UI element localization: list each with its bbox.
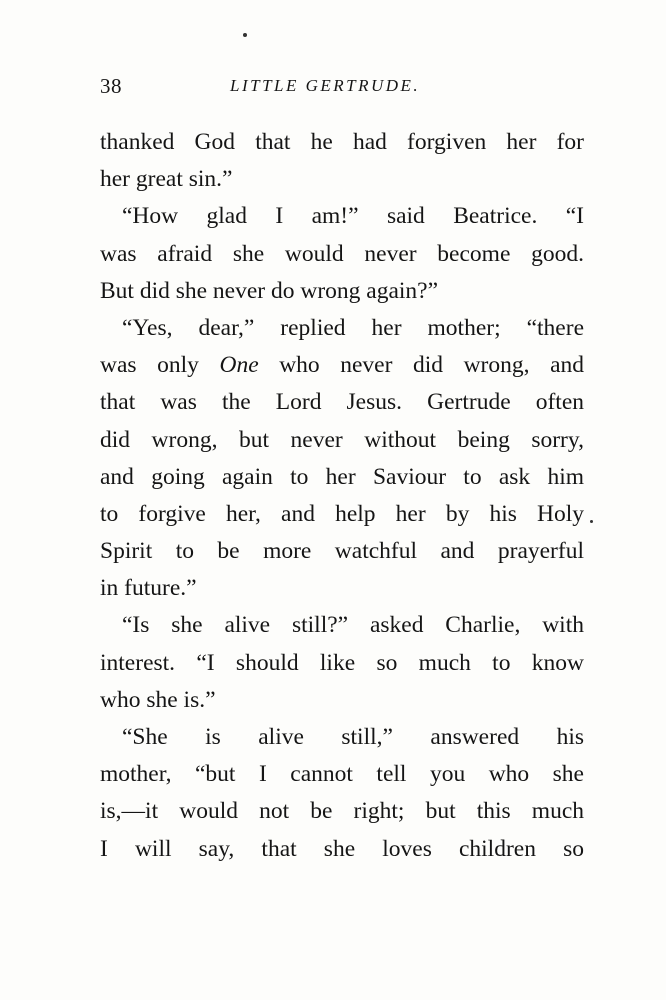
text-line: is,—it would not be right; but this much — [100, 798, 584, 825]
text-line: who she is.” — [100, 686, 216, 713]
text-line: and going again to her Saviour to ask him — [100, 463, 584, 490]
text-line: Spirit to be more watchful and prayerful — [100, 538, 584, 565]
text-segment: was only — [100, 352, 220, 379]
text-line: mother, “but I cannot tell you who she — [100, 761, 584, 788]
text-line: was afraid she would never become good. — [100, 240, 584, 267]
text-line: I will say, that she loves children so — [100, 835, 584, 862]
text-line — [100, 347, 584, 384]
text-line: did wrong, but never without being sorry, — [100, 426, 584, 453]
text-line: that was the Lord Jesus. Gertrude often — [100, 389, 584, 416]
text-line: “Yes, dear,” replied her mother; “there — [122, 314, 584, 341]
text-line: interest. “I should like so much to know — [100, 649, 584, 676]
page-header — [100, 74, 584, 104]
text-line: “Is she alive still?” asked Charlie, with — [122, 612, 584, 639]
running-head: LITTLE GERTRUDE. — [230, 76, 421, 95]
ink-speck — [590, 520, 593, 523]
text-line: thanked God that he had forgiven her for — [100, 129, 584, 155]
text-line: “She is alive still,” answered his — [122, 724, 584, 750]
text-line: “How glad I am!” said Beatrice. “I — [122, 203, 584, 230]
emphasized-word: One — [219, 352, 259, 379]
page-number: 38 — [100, 74, 122, 98]
text-line: But did she never do wrong again?” — [100, 277, 439, 304]
text-line: in future.” — [100, 575, 197, 602]
text-line: to forgive her, and help her by his Holy — [100, 500, 584, 527]
ink-speck — [243, 33, 247, 37]
text-segment: who never did wrong, and — [258, 352, 584, 379]
text-line: her great sin.” — [100, 166, 233, 193]
body-text — [100, 124, 584, 868]
